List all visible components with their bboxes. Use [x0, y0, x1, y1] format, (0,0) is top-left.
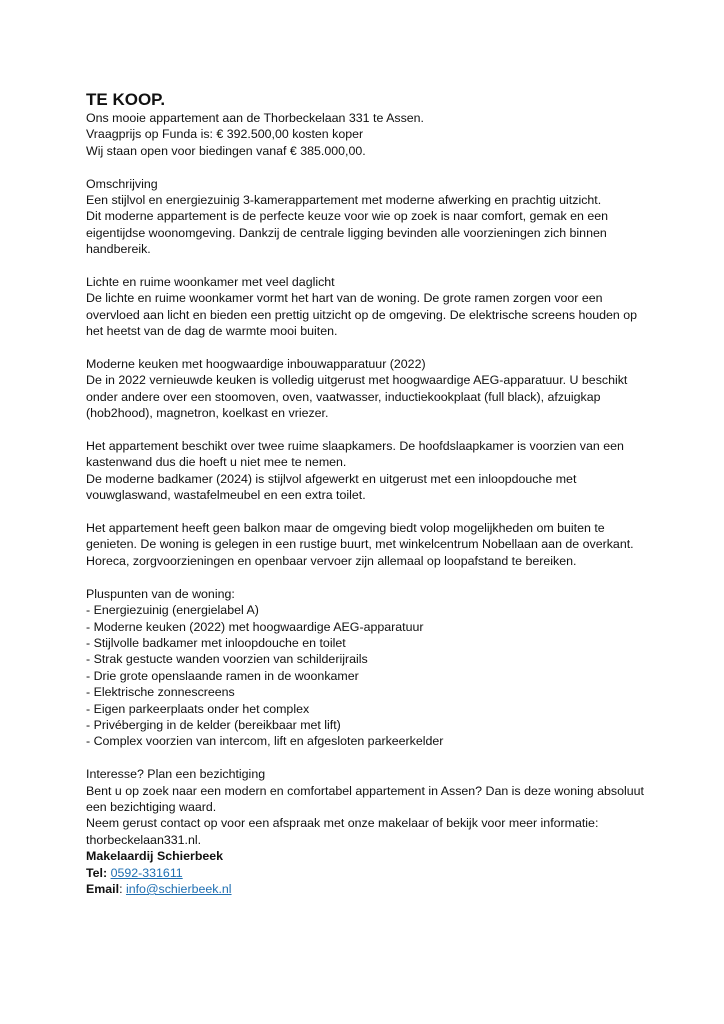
spacer: [86, 750, 646, 766]
document-title: TE KOOP.: [86, 90, 166, 109]
omschrijving-line: Een stijlvol en energiezuinig 3-kamerappartement met moderne afwerking en prachtig uitzicht.: [86, 193, 602, 208]
badkamer-text: De moderne badkamer (2024) is stijlvol afgewerkt en uitgerust met een inloopdouche met vouwglaswand, wastafelmeubel en een extra toilet.: [86, 471, 577, 503]
woonkamer-section: [86, 274, 646, 340]
spacer: [86, 159, 646, 175]
keuken-section: [86, 356, 646, 422]
keuken-text: De in 2022 vernieuwde keuken is volledig uitgerust met hoogwaardige AEG-apparatuur. U beschikt onder andere over een stoomoven, oven, vaatwasser, inductiekookplaat (full black), afzuigkap (hob2hood), magnetron, koelkast en vriezer.: [86, 373, 628, 421]
intro-line: Ons mooie appartement aan de Thorbeckelaan 331 te Assen.: [86, 111, 424, 125]
woonkamer-heading: Lichte en ruime woonkamer met veel daglicht: [86, 275, 335, 290]
omschrijving-paragraph: Dit moderne appartement is de perfecte keuze voor wie op zoek is naar comfort, gemak en een eigentijdse woonomgeving. Dankzij de centrale ligging bevinden alle voorzieningen zich binnen handbereik.: [86, 209, 609, 257]
list-item: - Privéberging in de kelder (bereikbaar met lift): [86, 717, 341, 732]
intro-bid-line: Wij staan open voor biedingen vanaf € 385.000,00.: [86, 143, 366, 158]
omgeving-section: [86, 520, 646, 569]
spacer: [86, 422, 646, 438]
list-item: - Elektrische zonnescreens: [86, 685, 235, 700]
voorzieningen-text: Horeca, zorgvoorzieningen en openbaar vervoer zijn allemaal op loopafstand te bereiken.: [86, 553, 577, 568]
omschrijving-section: [86, 176, 646, 258]
document-body: [86, 90, 646, 897]
phone-line: [86, 865, 646, 881]
spacer: [86, 504, 646, 520]
list-item: - Drie grote openslaande ramen in de woonkamer: [86, 668, 359, 683]
contact-block: [86, 848, 646, 897]
list-item: - Strak gestucte wanden voorzien van schilderijrails: [86, 652, 368, 667]
spacer: [86, 258, 646, 274]
list-item: - Energiezuinig (energielabel A): [86, 603, 259, 618]
omgeving-text: Het appartement heeft geen balkon maar de omgeving biedt volop mogelijkheden om buiten te genieten. De woning is gelegen in een rustige buurt, met winkelcentrum Nobellaan aan de overkant.: [86, 521, 634, 552]
company-name: Makelaardij Schierbeek: [86, 849, 224, 864]
pluspunten-heading: Pluspunten van de woning:: [86, 586, 235, 601]
email-separator: :: [119, 881, 123, 896]
keuken-heading: Moderne keuken met hoogwaardige inbouwapparatuur (2022): [86, 357, 426, 372]
omschrijving-heading: Omschrijving: [86, 176, 158, 191]
email-line: [86, 881, 646, 897]
intro-section: [86, 110, 646, 159]
email-link[interactable]: info@schierbeek.nl: [125, 881, 232, 896]
spacer: [86, 569, 646, 585]
contact-invite-text: Neem gerust contact op voor een afspraak met onze makelaar of bekijk voor meer informatie: thorbeckelaan331.nl.: [86, 816, 599, 847]
intro-price-line: Vraagprijs op Funda is: € 392.500,00 kosten koper: [86, 127, 364, 142]
slaapkamers-text: Het appartement beschikt over twee ruime slaapkamers. De hoofdslaapkamer is voorzien van een kastenwand dus die hoeft u niet mee te nemen.: [86, 439, 624, 470]
pluspunten-section: [86, 586, 646, 750]
interesse-heading: Interesse? Plan een bezichtiging: [86, 767, 266, 782]
list-item: - Eigen parkeerplaats onder het complex: [86, 701, 310, 716]
list-item: - Complex voorzien van intercom, lift en afgesloten parkeerkelder: [86, 734, 444, 749]
interesse-section: [86, 766, 646, 848]
list-item: - Stijlvolle badkamer met inloopdouche en toilet: [86, 635, 346, 650]
phone-link[interactable]: 0592-331611: [110, 865, 183, 880]
spacer: [86, 340, 646, 356]
interesse-text: Bent u op zoek naar een modern en comfortabel appartement in Assen? Dan is deze woning absoluut een bezichtiging waard.: [86, 783, 644, 814]
slaapkamers-section: [86, 438, 646, 504]
email-label: Email: [86, 881, 120, 896]
woonkamer-text: De lichte en ruime woonkamer vormt het hart van de woning. De grote ramen zorgen voor een overvloed aan licht en bieden een prettig uitzicht op de omgeving. De elektrische screens houden op het heetst van de dag de warmte mooi buiten.: [86, 291, 638, 339]
phone-label: Tel:: [86, 865, 108, 880]
list-item: - Moderne keuken (2022) met hoogwaardige AEG-apparatuur: [86, 619, 424, 634]
